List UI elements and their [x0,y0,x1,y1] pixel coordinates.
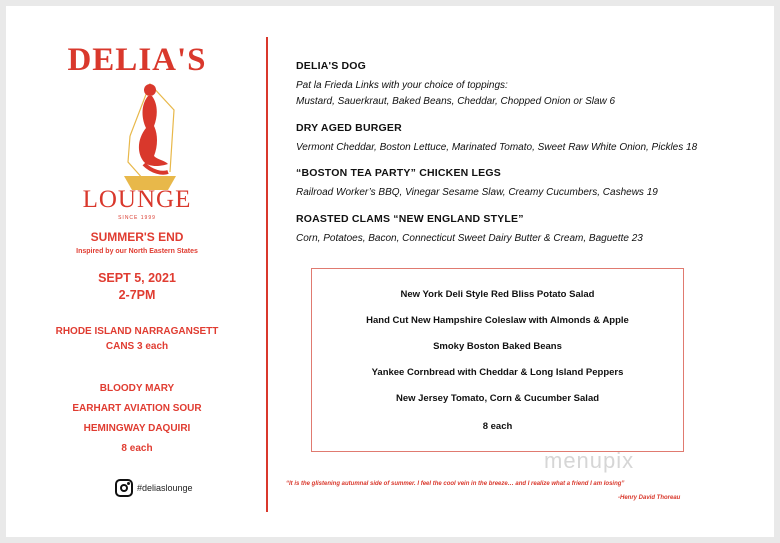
cocktail-list [6,379,268,459]
menu-item [296,60,766,110]
menu-item-title: DRY AGED BURGER [296,122,402,134]
beer-price: CANS 3 each [105,341,169,352]
event-subtitle: Inspired by our North Eastern States [76,248,198,255]
menu-item-desc: Corn, Potatoes, Bacon, Connecticut Sweet Dairy Butter & Cream, Baguette 23 [296,233,643,244]
menu-item-desc: Mustard, Sauerkraut, Baked Beans, Cheddar, Chopped Onion or Slaw 6 [296,96,616,107]
menu-item-title: ROASTED CLAMS “NEW ENGLAND STYLE” [296,213,524,225]
quote-author: -Henry David Thoreau [618,495,681,501]
menu-card [6,6,774,537]
menu-item [296,167,766,201]
cocktail-price: 8 each [121,443,153,454]
menu-item-title: “BOSTON TEA PARTY” CHICKEN LEGS [296,167,501,179]
menu-item-desc: Pat la Frieda Links with your choice of toppings: [296,80,508,91]
left-panel [6,6,268,537]
sides-price: 8 each [482,421,513,432]
watermark: menupix [544,448,635,473]
cocktail-item: HEMINGWAY DAQUIRI [83,423,191,434]
brand-lounge: LOUNGE [82,186,192,213]
menu-item [296,213,766,247]
instagram-link[interactable] [115,479,193,497]
instagram-icon [115,479,133,497]
menu-item-title: DELIA'S DOG [296,60,367,72]
event-time: 2-7PM [118,288,156,302]
brand-name: DELIA'S [67,42,207,78]
menu-item [296,122,766,156]
menu-item-desc: Railroad Worker’s BBQ, Vinegar Sesame Slaw, Creamy Cucumbers, Cashews 19 [296,187,658,198]
sides-box [311,268,684,452]
instagram-handle: #deliaslounge [137,483,193,493]
event-date: SEPT 5, 2021 [98,271,176,285]
beer-name: RHODE ISLAND NARRAGANSETT [55,326,219,337]
event-datetime [6,270,268,304]
beer-special [6,324,268,354]
side-item: Yankee Cornbread with Cheddar & Long Island Peppers [371,367,624,378]
quote-text: “It is the glistening autumnal side of summer. I feel the cool vein in the breeze… and I realize what a friend I am losing” [286,481,625,487]
brand-since: SINCE 1999 [118,215,156,221]
menu-item-desc: Vermont Cheddar, Boston Lettuce, Marinated Tomato, Sweet Raw White Onion, Pickles 18 [296,142,698,153]
side-item: New Jersey Tomato, Corn & Cucumber Salad [395,393,600,404]
side-item: Smoky Boston Baked Beans [433,341,562,352]
side-item: New York Deli Style Red Bliss Potato Salad [400,289,595,300]
vertical-divider [266,37,268,512]
side-item: Hand Cut New Hampshire Coleslaw with Almonds & Apple [366,315,629,326]
event-title: SUMMER'S END [90,230,184,244]
cocktail-item: EARHART AVIATION SOUR [72,403,202,414]
cocktail-item: BLOODY MARY [99,383,175,394]
